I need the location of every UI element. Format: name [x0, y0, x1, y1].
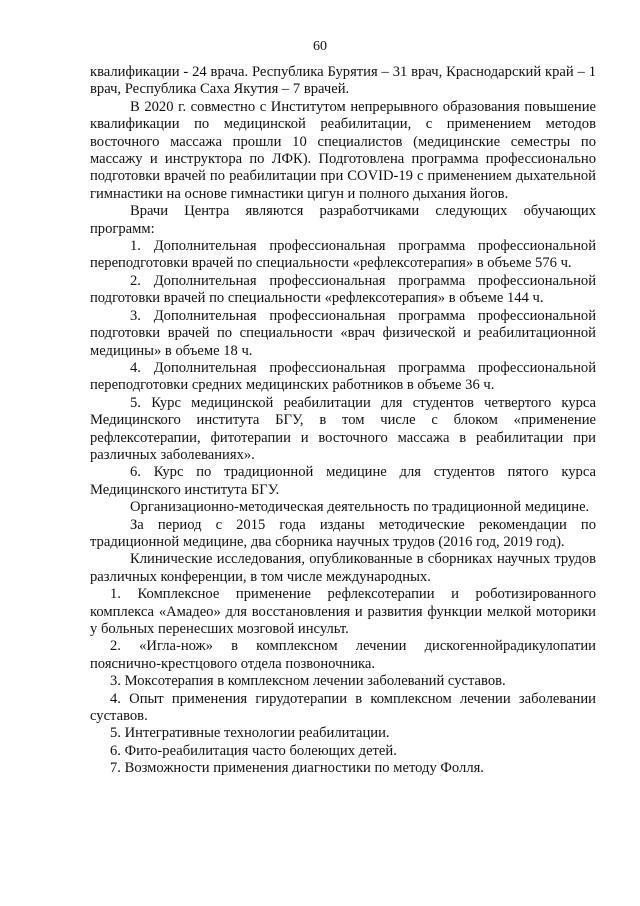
program-item-3: 3. Дополнительная профессиональная программа профессиональной подготовки врачей по специальности «врач физической и реабилитационной медицины» в объеме 18 ч.	[90, 307, 596, 359]
program-item-4: 4. Дополнительная профессиональная программа профессиональной переподготовки средних медицинских работников в объеме 36 ч.	[90, 359, 596, 394]
research-item: 6. Фито-реабилитация часто болеющих детей.	[110, 742, 397, 759]
program-item-5: 5. Курс медицинской реабилитации для студентов четвертого курса Медицинского института БГУ, в том числе с блоком «применение рефлексотерапии, фитотерапии и восточного массажа в реабилитации при различных заболеваниях».	[90, 394, 596, 463]
research-item: 7. Возможности применения диагностики по методу Фолля.	[110, 760, 484, 777]
paragraph-clinical-research: Клинические исследования, опубликованные в сборниках научных трудов различных конференции, в том числе международных.	[90, 551, 596, 585]
research-item: 5. Интегративные технологии реабилитации.	[110, 725, 390, 742]
research-list	[90, 586, 596, 777]
page-number: 60	[313, 39, 327, 54]
research-item: 3. Моксотерапия в комплексном лечении заболеваний суставов.	[110, 673, 506, 690]
paragraph-programs-intro: Врачи Центра являются разработчиками следующих обучающих программ:	[90, 203, 596, 237]
research-item: 1. Комплексное применение рефлексотерапии и роботизированного комплекса «Амадео» для восстановления и развития функции мелкой моторики у больных перенесших мозговой инсульт.	[90, 586, 596, 637]
paragraph-methodical-activity: Организационно-методическая деятельность по традиционной медицине.	[130, 499, 590, 516]
program-item-6: 6. Курс по традиционной медицине для студентов пятого курса Медицинского института БГУ.	[90, 464, 596, 498]
paragraph-publications: За период с 2015 года изданы методические рекомендации по традиционной медицине, два сборника научных трудов (2016 год, 2019 год).	[90, 516, 596, 550]
research-item: 4. Опыт применения гирудотерапии в комплексном лечении заболевании суставов.	[90, 690, 596, 725]
paragraph-continuation: квалификации - 24 врача. Республика Бурятия – 31 врач, Краснодарский край – 1 врач, Республика Саха Якутия – 7 врачей.	[90, 64, 596, 98]
paragraph-2020-training: В 2020 г. совместно с Институтом непрерывного образования повышение квалификации по медицинской реабилитации, с применением методов восточного массажа прошли 10 специалистов (медицинские семестры по массажу и инструктора по ЛФК). Подготовлена программа профессионально подготовки врачей по реабилитации при COVID-19 с применением дыхательной гимнастики на основе гимнастики цигун и полного дыхания йогов.	[90, 98, 596, 202]
program-item-1: 1. Дополнительная профессиональная программа профессиональной переподготовки врачей по специальности «рефлексотерапия» в объеме 576 ч.	[90, 238, 596, 272]
program-item-2: 2. Дополнительная профессиональная программа профессиональной подготовки врачей по специальности «рефлексотерапия» в объеме 144 ч.	[90, 272, 596, 307]
research-item: 2. «Игла-нож» в комплексном лечении дискогеннойрадикулопатии пояснично-крестцового отдела позвоночника.	[90, 638, 596, 672]
page-body	[90, 64, 596, 778]
